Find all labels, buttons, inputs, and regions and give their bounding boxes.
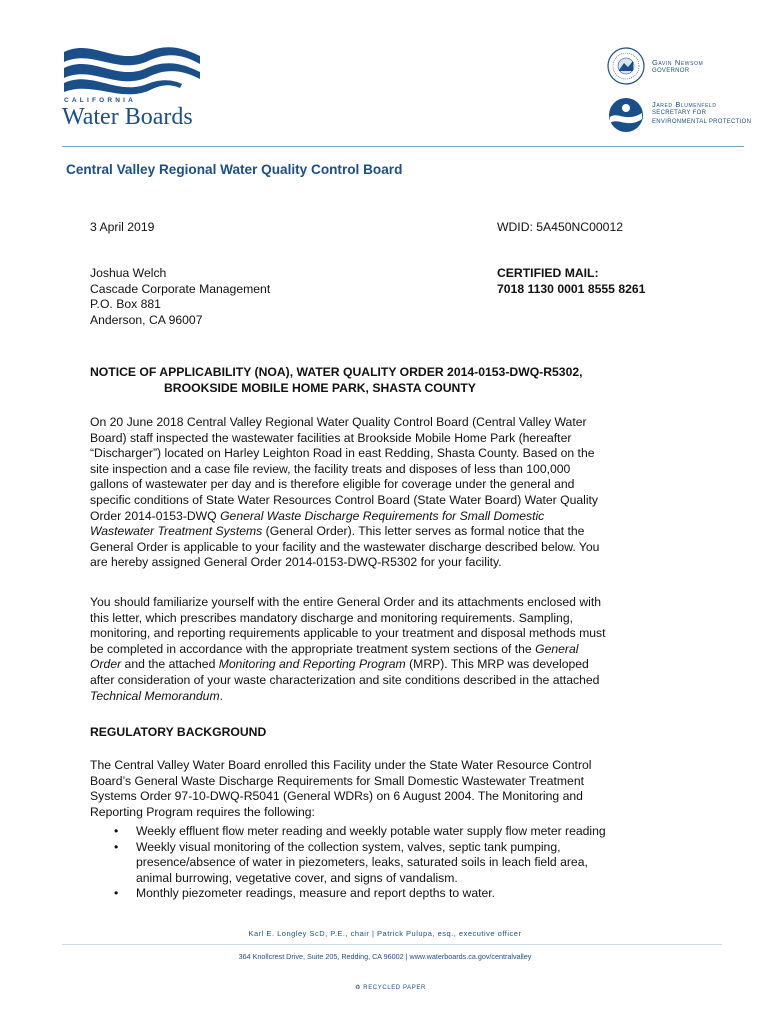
- recycled-paper-mark: [355, 984, 426, 991]
- order-italic: Order: [90, 657, 122, 672]
- list-item-text: animal burrowing, vegetative cover, and signs of vandalism.: [136, 870, 458, 885]
- secretary-name: Jared Blumenfeld: [652, 100, 717, 109]
- p2-text: be completed in accordance with the appropriate treatment system sections of the: [90, 641, 536, 656]
- general-italic: General: [535, 641, 579, 656]
- footer-officers: Karl E. Longley ScD, P.E., chair | Patrick Pulupa, esq., executive officer: [248, 929, 522, 938]
- recipient-address: [90, 266, 270, 328]
- p2-line: monitoring, and reporting requirements applicable to your treatment and disposal methods must: [90, 626, 606, 641]
- subject-line-1: NOTICE OF APPLICABILITY (NOA), WATER QUALITY ORDER 2014-0153-DWQ-R5302,: [90, 365, 583, 379]
- p3-line: Board’s General Waste Discharge Requirements for Small Domestic Wastewater Treatment: [90, 773, 585, 788]
- list-item: [90, 824, 606, 840]
- list-item-text: Monthly piezometer readings, measure and report depths to water.: [136, 886, 496, 901]
- bullet-icon: •: [114, 824, 119, 838]
- p2-text: .: [219, 688, 224, 703]
- paragraph-1: [90, 415, 690, 571]
- p2-line: after consideration of your waste characterization and site conditions described in the attached: [90, 672, 600, 687]
- p1-line: are hereby assigned General Order 2014-0153-DWQ-R5302 for your facility.: [90, 555, 502, 570]
- p3-line: Systems Order 97-10-DWQ-R5041 (General WDRs) on 6 August 2004. The Monitoring and: [90, 789, 583, 804]
- wave-logo-icon: [62, 44, 202, 99]
- p2-line: You should familiarize yourself with the entire General Order and its attachments enclosed with: [90, 595, 602, 609]
- wdid: WDID: 5A450NC00012: [497, 220, 623, 234]
- p1-line: “Discharger”) located on Harley Leighton Road in east Redding, Shasta County. Based on the: [90, 446, 595, 461]
- list-item: [90, 840, 606, 887]
- mrp-title-italic: Monitoring and Reporting Program: [218, 657, 406, 672]
- secretary-title-line-1: SECRETARY FOR: [652, 110, 707, 116]
- p2-line: [90, 642, 690, 658]
- treatment-systems-italic: Wastewater Treatment Systems: [90, 524, 263, 539]
- p1-text: Order 2014-0153-DWQ: [90, 508, 221, 523]
- paragraph-3: [90, 758, 690, 820]
- list-item-text: Weekly effluent flow meter reading and weekly potable water supply flow meter reading: [136, 824, 606, 838]
- logo-state-text: CALIFORNIA: [64, 97, 137, 104]
- p1-line: General Order is applicable to your facility and the wastewater discharge described below. You: [90, 539, 600, 554]
- recipient-city: Anderson, CA 96007: [90, 312, 203, 327]
- list-item-text: presence/absence of water in piezometers, leaks, saturated soils in leach field area,: [136, 855, 588, 870]
- governor-block: [652, 58, 703, 76]
- p3-line: The Central Valley Water Board enrolled this Facility under the State Water Resource Control: [90, 758, 592, 772]
- paragraph-2: [90, 595, 690, 704]
- p2-line: [90, 657, 690, 673]
- recycled-paper-text: RECYCLED PAPER: [363, 985, 426, 991]
- p1-text: (General Order). This letter serves as formal notice that the: [262, 524, 585, 539]
- bullet-icon: •: [114, 886, 119, 901]
- certified-mail-number: 7018 1130 0001 8555 8261: [497, 281, 646, 296]
- p2-text: (MRP). This MRP was developed: [405, 657, 589, 672]
- p2-line: [90, 689, 690, 705]
- p1-line: gallons of wastewater per day and is therefore eligible for coverage under the general and: [90, 477, 575, 492]
- board-title: Central Valley Regional Water Quality Control Board: [66, 162, 403, 177]
- footer-address: 364 Knollcrest Drive, Suite 205, Redding, CA 96002 | www.waterboards.ca.gov/centralvalley: [238, 952, 532, 961]
- p1-line: Board) staff inspected the wastewater facilities at Brookside Mobile Home Park (hereafter: [90, 430, 572, 445]
- section-heading: REGULATORY BACKGROUND: [90, 725, 267, 739]
- letter-date: 3 April 2019: [90, 220, 155, 234]
- p1-line: On 20 June 2018 Central Valley Regional Water Quality Control Board (Central Valley Water: [90, 415, 587, 429]
- secretary-block: [652, 100, 751, 127]
- water-boards-logo: [62, 44, 212, 134]
- tech-memo-italic: Technical Memorandum: [90, 688, 220, 703]
- secretary-title-line-2: ENVIRONMENTAL PROTECTION: [652, 119, 752, 125]
- certified-mail-label: CERTIFIED MAIL:: [497, 266, 599, 280]
- p1-line: site inspection and a case file review, the facility treats and disposes of less than 100,000: [90, 461, 571, 476]
- p2-line: this letter, which prescribes mandatory discharge and monitoring requirements. Sampling,: [90, 610, 573, 625]
- governor-title: GOVERNOR: [652, 68, 690, 74]
- bullet-icon: •: [114, 839, 119, 854]
- p3-line: Reporting Program requires the following:: [90, 804, 315, 819]
- logo-name-text: Water Boards: [62, 104, 193, 130]
- list-item-text: Weekly visual monitoring of the collection system, valves, septic tank pumping,: [136, 839, 561, 854]
- general-waste-title-italic: General Waste Discharge Requirements for Small Domestic: [220, 508, 545, 523]
- recipient-name: Joshua Welch: [90, 266, 167, 280]
- recipient-po-box: P.O. Box 881: [90, 297, 161, 312]
- requirements-list: [90, 824, 606, 902]
- state-seal-icon: [606, 46, 646, 86]
- header-rule: [62, 146, 744, 147]
- recipient-company: Cascade Corporate Management: [90, 281, 271, 296]
- subject-line-2: BROOKSIDE MOBILE HOME PARK, SHASTA COUNTY: [164, 381, 476, 395]
- certified-mail-block: [497, 266, 645, 297]
- p1-line: [90, 524, 690, 540]
- p1-line: [90, 509, 690, 525]
- list-item: [90, 886, 606, 902]
- recycle-icon: ♻: [355, 985, 361, 991]
- p2-text: and the attached: [121, 657, 219, 672]
- footer-rule: [62, 944, 722, 945]
- calepa-logo-icon: [606, 95, 646, 135]
- p1-line: specific conditions of State Water Resources Control Board (State Water Board) Water Quality: [90, 492, 599, 507]
- governor-name: Gavin Newsom: [652, 58, 704, 67]
